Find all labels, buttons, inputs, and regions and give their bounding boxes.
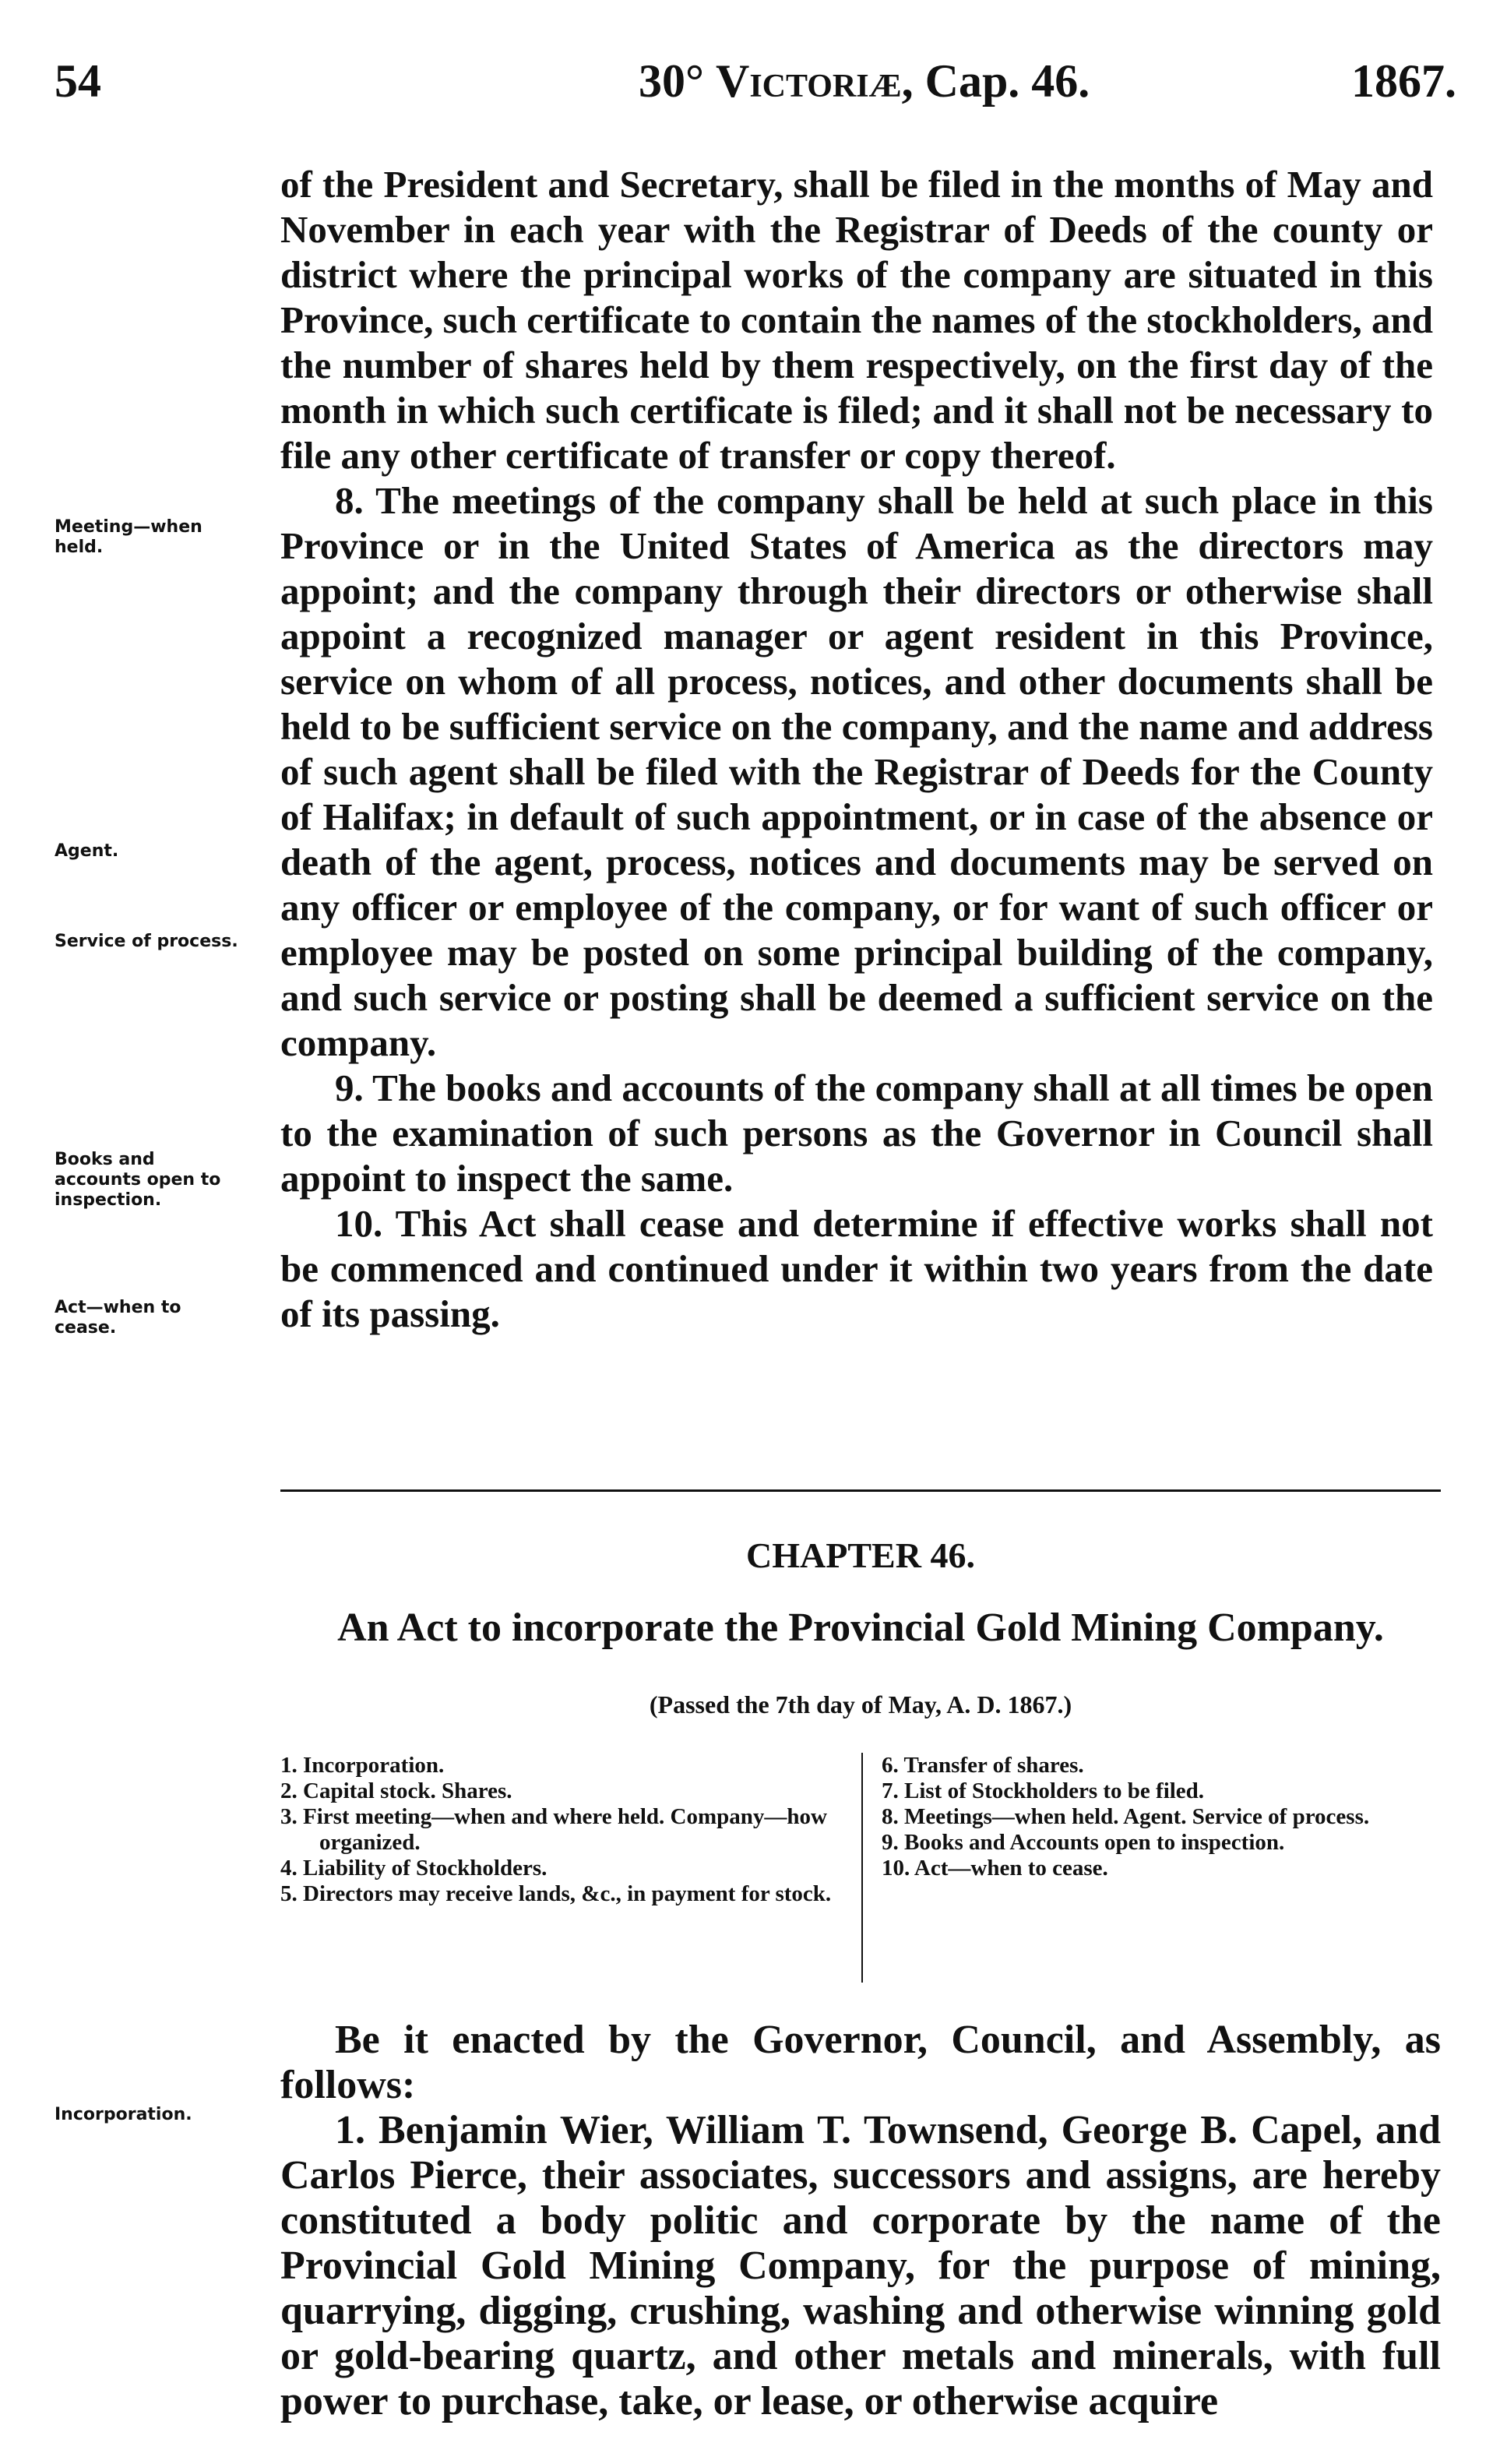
toc-item: 7. List of Stockholders to be filed. — [882, 1778, 1205, 1803]
section-9: 9. The books and accounts of the company shall at all times be open to the examination of such persons as the Governor in Council shall appoint to inspect the same. — [280, 1066, 1433, 1200]
paragraph-continued: of the President and Secretary, shall be filed in the months of May and November in each year with the Registrar of Deeds of the county or district where the principal works of the company are situated in this Province, such certificate to contain the names of the stockholders, and the number of shares held by them respectively, on the first day of the month in which such certificate is filed; and it shall not be necessary to file any other certificate of transfer or copy thereof. — [280, 163, 1433, 477]
chapter-heading: CHAPTER 46. — [746, 1535, 975, 1575]
running-title-victoriae: Victoriæ — [716, 55, 902, 107]
toc-item: 9. Books and Accounts open to inspection. — [882, 1830, 1285, 1855]
toc-item: 8. Meetings—when held. Agent. Service of process. — [882, 1804, 1370, 1829]
page-header — [47, 55, 1456, 117]
act-title: An Act to incorporate the Provincial Gold Mining Company. — [337, 1606, 1384, 1650]
toc-item: 6. Transfer of shares. — [882, 1753, 1084, 1778]
page-number: 54 — [55, 55, 101, 107]
enactment-text — [280, 2018, 1441, 2424]
margin-note-books: Books and accounts open to inspection. — [55, 1150, 221, 1210]
toc-item: 1. Incorporation. — [280, 1753, 445, 1778]
toc-divider — [861, 1753, 863, 1983]
toc-left-column — [280, 1753, 866, 1907]
enacting-clause: Be it enacted by the Governor, Council, and Assembly, as follows: — [280, 2018, 1441, 2107]
section-1: 1. Benjamin Wier, William T. Townsend, George B. Capel, and Carlos Pierce, their associates, successors and assigns, are hereby constituted a body politic and corporate by the name of the Provincial Gold Mining Company, for the purpose of mining, quarrying, digging, crushing, washing and otherwise winning gold or gold-bearing quartz, and other metals and minerals, with full power to purchase, take, or lease, or otherwise acquire — [280, 2108, 1441, 2423]
chapter-divider — [280, 1489, 1441, 1492]
running-title — [639, 55, 1090, 108]
margin-note-agent: Agent. — [55, 841, 119, 861]
passed-date: (Passed the 7th day of May, A. D. 1867.) — [649, 1690, 1072, 1718]
body-text — [280, 162, 1433, 1337]
toc-item: 4. Liability of Stockholders. — [280, 1856, 548, 1881]
toc-item: 3. First meeting—when and where held. Company—how organized. — [280, 1804, 827, 1855]
running-title-suffix: , Cap. 46. — [901, 55, 1090, 107]
toc-item: 2. Capital stock. Shares. — [280, 1778, 512, 1803]
margin-note-act-cease: Act—when to cease. — [55, 1298, 181, 1338]
margin-note-incorporation: Incorporation. — [55, 2105, 192, 2124]
page-year: 1867. — [1351, 55, 1456, 107]
running-title-prefix: 30° — [639, 55, 716, 107]
section-8: 8. The meetings of the company shall be held at such place in this Province or in the United States of America as the directors may appoint; and the company through their directors or otherwise shall appoint a recognized manager or agent resident in this Province, service on whom of all process, notices, and other documents shall be held to be sufficient service on the company, and the name and address of such agent shall be filed with the Registrar of Deeds for the County of Halifax; in default of such appointment, or in case of the absence or death of the agent, process, notices and documents may be served on any officer or employee of the company, or for want of such officer or employee may be posted on some principal building of the company, and such service or posting shall be deemed a sufficient service on the company. — [280, 479, 1433, 1064]
section-10: 10. This Act shall cease and determine if effective works shall not be commenced and continued under it within two years from the date of its passing. — [280, 1202, 1433, 1335]
toc-item: 5. Directors may receive lands, &c., in payment for stock. — [280, 1881, 832, 1906]
margin-note-meeting: Meeting—when held. — [55, 517, 202, 557]
toc-item: 10. Act—when to cease. — [882, 1856, 1108, 1881]
table-of-contents — [280, 1753, 1441, 1986]
margin-note-service: Service of process. — [55, 932, 238, 951]
toc-right-column — [864, 1753, 1458, 1881]
